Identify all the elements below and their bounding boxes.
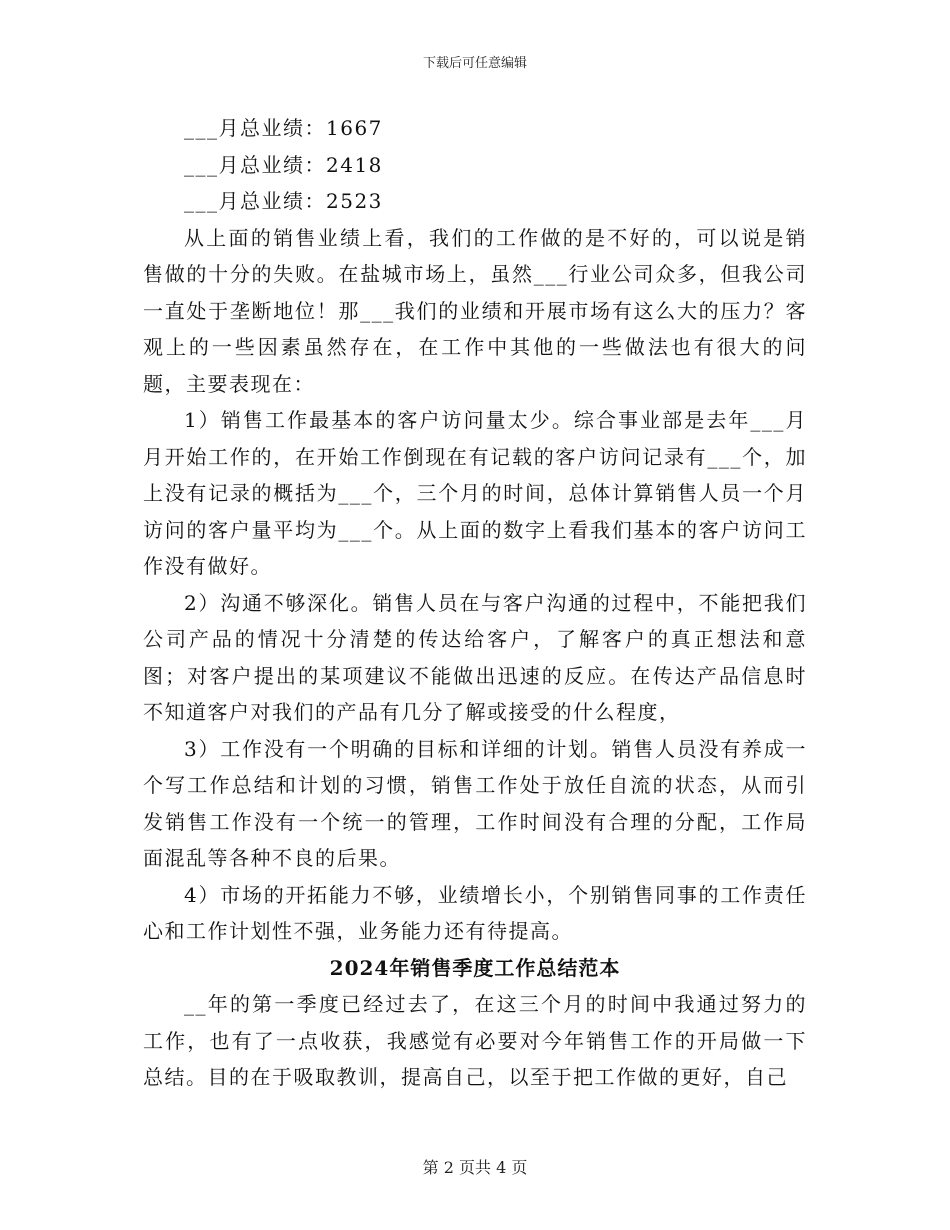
monthly-total-3: ___月总业绩：2523 — [184, 189, 383, 213]
monthly-total-1: ___月总业绩：1667 — [184, 116, 383, 140]
document-body — [143, 110, 807, 1096]
page-footer: 第 2 页共 4 页 — [422, 1158, 528, 1177]
monthly-total-2: ___月总业绩：2418 — [184, 152, 383, 177]
paragraph-analysis: 从上面的销售业绩上看，我们的工作做的是不好的，可以说是销售做的十分的失败。在盐城市场上，虽然___行业公司众多，但我公司一直处于垄断地位！那___我们的业绩和开展市场有这么大的压力？客观上的一些因素虽然存在，在工作中其他的一些做法也有很大的问题，主要表现在： — [143, 225, 807, 396]
paragraph-point-4: 4）市场的开拓能力不够，业绩增长小，个别销售同事的工作责任心和工作计划性不强，业务能力还有待提高。 — [143, 882, 807, 943]
section-paragraph-1: __年的第一季度已经过去了，在这三个月的时间中我通过努力的工作，也有了一点收获，我感觉有必要对今年销售工作的开局做一下总结。目的在于吸取教训，提高自己，以至于把工作做的更好，自己 — [143, 992, 807, 1089]
section-title: 2024年销售季度工作总结范本 — [329, 955, 621, 980]
paragraph-point-3: 3）工作没有一个明确的目标和详细的计划。销售人员没有养成一个写工作总结和计划的习惯，销售工作处于放任自流的状态，从而引发销售工作没有一个统一的管理，工作时间没有合理的分配，工作局面混乱等各种不良的后果。 — [143, 736, 807, 870]
paragraph-point-1: 1）销售工作最基本的客户访问量太少。综合事业部是去年___月月开始工作的，在开始工作倒现在有记载的客户访问记录有___个，加上没有记录的概括为___个，三个月的时间，总体计算销售人员一个月访问的客户量平均为___个。从上面的数字上看我们基本的客户访问工作没有做好。 — [143, 408, 807, 578]
page-header: 下载后可任意编辑 — [422, 56, 527, 71]
paragraph-point-2: 2）沟通不够深化。销售人员在与客户沟通的过程中，不能把我们公司产品的情况十分清楚的传达给客户，了解客户的真正想法和意图；对客户提出的某项建议不能做出迅速的反应。在传达产品信息时不知道客户对我们的产品有几分了解或接受的什么程度， — [143, 590, 807, 724]
